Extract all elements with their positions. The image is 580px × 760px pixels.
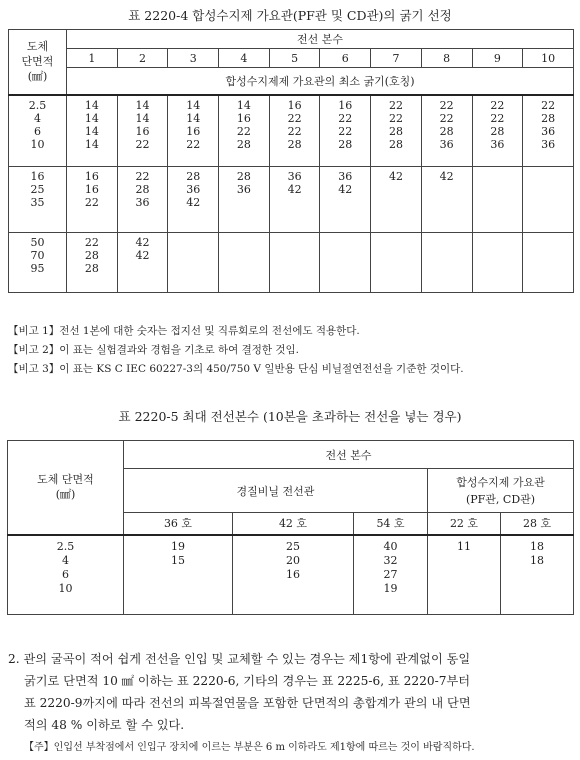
- count-header: 1: [67, 49, 118, 68]
- notes-1: [8, 322, 574, 379]
- note-3: 【비고 3】이 표는 KS C IEC 60227-3의 450/750 V 일반용 단심 비닐절연전선을 기준한 것이다.: [8, 363, 464, 375]
- count-header: 8: [421, 49, 472, 68]
- conductor-sizes: 16 25 35: [9, 167, 67, 233]
- wire-count-header: 전선 본수: [67, 30, 574, 49]
- conductor-sizes: 2.5 4 6 10: [8, 535, 124, 615]
- size-header-2: 도체 단면적 (㎟): [8, 441, 124, 535]
- conduit-size-cell: 42 42: [117, 233, 168, 293]
- conduit-size-header: 28 호: [501, 513, 574, 535]
- conduit-size-cell: 42: [421, 167, 472, 233]
- min-size-header: 합성수지제제 가요관의 최소 굵기(호칭): [67, 68, 574, 95]
- para-line-4: 적의 48 % 이하로 할 수 있다.: [24, 718, 185, 732]
- conductor-sizes: 2.5 4 6 10: [9, 95, 67, 167]
- wire-count-cell: 19 15: [124, 535, 233, 615]
- conduit-size-cell: 16 22 22 28: [269, 95, 320, 167]
- conduit-size-header: 22 호: [428, 513, 501, 535]
- wire-count-cell: 18 18: [501, 535, 574, 615]
- conduit-size-cell: 42: [371, 167, 422, 233]
- conduit-size-cell: 28 36: [219, 167, 270, 233]
- para-line-1: 2. 관의 굴곡이 적어 쉽게 전선을 인입 및 교체할 수 있는 경우는 제1항에 관계없이 동일: [8, 652, 471, 666]
- conduit-size-header: 54 호: [354, 513, 428, 535]
- conduit-size-cell: 22 22 28 28: [371, 95, 422, 167]
- footnote: 【주】인입선 부착점에서 인입구 장치에 이르는 부분은 6 m 이하라도 제1항에 따르는 것이 바람직하다.: [24, 742, 475, 753]
- count-header: 2: [117, 49, 168, 68]
- conduit-size-cell: 36 42: [320, 167, 371, 233]
- para-line-2: 굵기로 단면적 10 ㎟ 이하는 표 2220-6, 기타의 경우는 표 2225-6, 표 2220-7부터: [24, 674, 471, 688]
- note-1: 【비고 1】전선 1본에 대한 숫자는 접지선 및 직류회로의 전선에도 적용한다.: [8, 325, 360, 337]
- para-line-3: 표 2220-9까지에 따라 전선의 피복절연물을 포함한 단면적의 총합계가 관의 내 단면: [24, 696, 471, 710]
- conduit-size-cell: 22 28 36 36: [523, 95, 574, 167]
- conduit-size-cell: 36 42: [269, 167, 320, 233]
- conduit-size-cell: [523, 233, 574, 293]
- conduit-size-cell: [320, 233, 371, 293]
- conduit-size-cell: 14 14 16 22: [168, 95, 219, 167]
- table-row: [9, 95, 574, 167]
- conduit-size-cell: 22 22 28 36: [472, 95, 523, 167]
- count-header: 9: [472, 49, 523, 68]
- table1-title: 표 2220-4 합성수지제 가요관(PF관 및 CD관)의 굵기 선정: [128, 8, 452, 23]
- count-header: 5: [269, 49, 320, 68]
- count-header: 10: [523, 49, 574, 68]
- conduit-size-cell: 22 28 36: [117, 167, 168, 233]
- conduit-size-table: [8, 29, 574, 293]
- count-header: 6: [320, 49, 371, 68]
- wire-count-cell: 11: [428, 535, 501, 615]
- conduit-size-cell: [421, 233, 472, 293]
- table-row: [9, 167, 574, 233]
- flexible-conduit-header: 합성수지제 가요관 (PF관, CD관): [428, 469, 574, 513]
- wire-count-cell: 40 32 27 19: [354, 535, 428, 615]
- count-header: 7: [371, 49, 422, 68]
- conduit-size-cell: [523, 167, 574, 233]
- conduit-size-cell: [219, 233, 270, 293]
- size-header: 도체 단면적 (㎟): [9, 30, 67, 95]
- conduit-size-cell: 16 22 22 28: [320, 95, 371, 167]
- conduit-size-cell: 14 14 16 22: [117, 95, 168, 167]
- conduit-size-cell: [269, 233, 320, 293]
- table2-title: 표 2220-5 최대 전선본수 (10본을 초과하는 전선을 넣는 경우): [118, 409, 462, 424]
- conduit-size-cell: 14 14 14 14: [67, 95, 118, 167]
- conduit-size-cell: 28 36 42: [168, 167, 219, 233]
- conduit-size-cell: 14 16 22 28: [219, 95, 270, 167]
- conductor-sizes: 50 70 95: [9, 233, 67, 293]
- count-header: 3: [168, 49, 219, 68]
- conduit-size-cell: [168, 233, 219, 293]
- conduit-size-header: 42 호: [233, 513, 354, 535]
- conduit-size-cell: [371, 233, 422, 293]
- wire-count-cell: 25 20 16: [233, 535, 354, 615]
- wire-count-header-2: 전선 본수: [124, 441, 574, 469]
- paragraph-2: [8, 648, 574, 736]
- rigid-pvc-header: 경질비닐 전선관: [124, 469, 428, 513]
- max-wire-count-table: [7, 440, 574, 615]
- conduit-size-cell: [472, 233, 523, 293]
- table-row: [9, 233, 574, 293]
- conduit-size-cell: 22 22 28 36: [421, 95, 472, 167]
- count-header: 4: [219, 49, 270, 68]
- note-2: 【비고 2】이 표는 실험결과와 경험을 기초로 하여 결정한 것임.: [8, 344, 300, 356]
- conduit-size-cell: [472, 167, 523, 233]
- conduit-size-header: 36 호: [124, 513, 233, 535]
- conduit-size-cell: 16 16 22: [67, 167, 118, 233]
- conduit-size-cell: 22 28 28: [67, 233, 118, 293]
